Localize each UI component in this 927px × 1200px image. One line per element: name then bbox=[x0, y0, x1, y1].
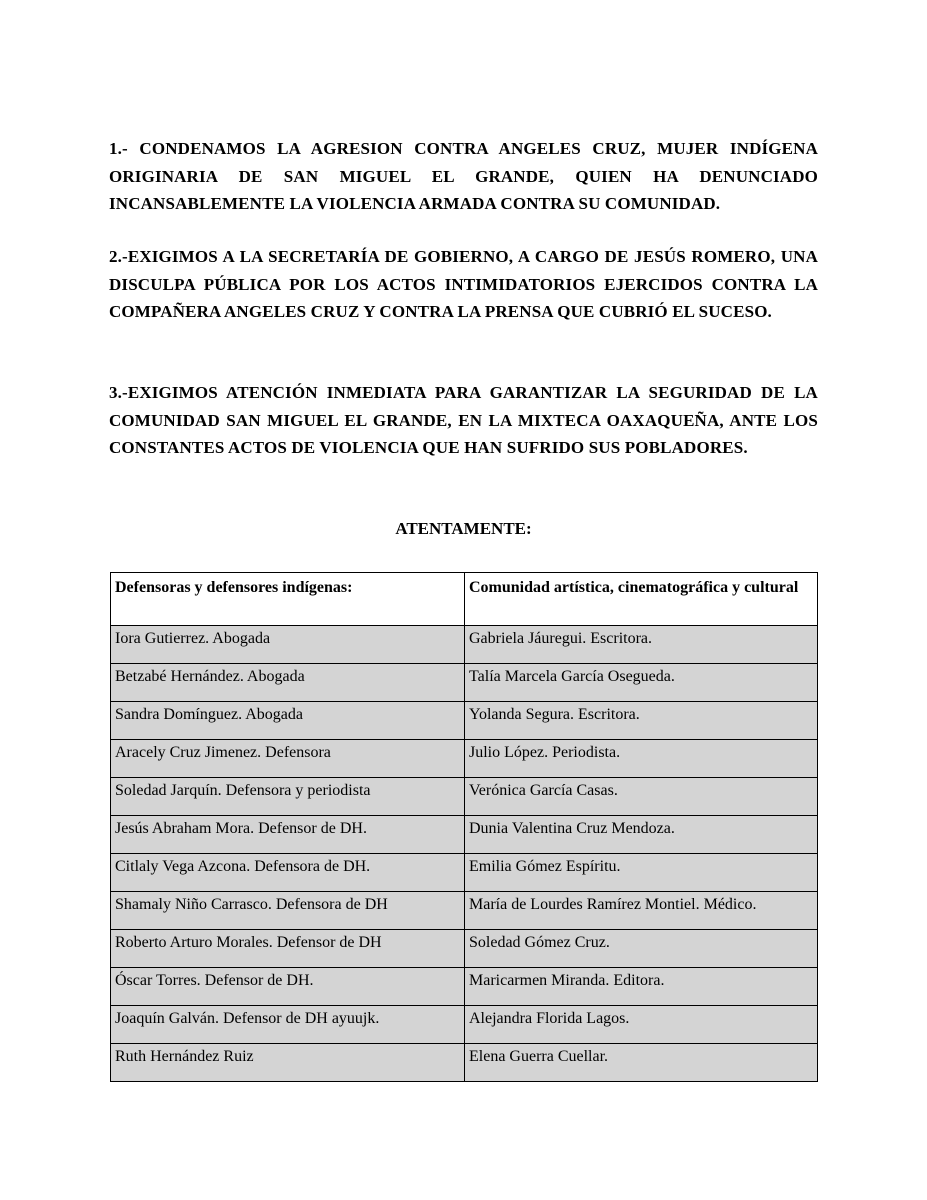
indigenous-defender-cell: Óscar Torres. Defensor de DH. bbox=[111, 968, 465, 1006]
artistic-community-cell: María de Lourdes Ramírez Montiel. Médico. bbox=[465, 892, 818, 930]
indigenous-defender-cell: Sandra Domínguez. Abogada bbox=[111, 702, 465, 740]
indigenous-defender-cell: Aracely Cruz Jimenez. Defensora bbox=[111, 740, 465, 778]
demand-paragraph-2: 2.-EXIGIMOS A LA SECRETARÍA DE GOBIERNO, A CARGO DE JESÚS ROMERO, UNA DISCULPA PÚBLICA POR LOS ACTOS INTIMIDATORIOS EJERCIDOS CONTRA LA COMPAÑERA ANGELES CRUZ Y CONTRA LA PRENSA QUE CUBRIÓ EL SUCESO. bbox=[109, 247, 818, 321]
indigenous-defender-cell: Jesús Abraham Mora. Defensor de DH. bbox=[111, 816, 465, 854]
table-row bbox=[111, 854, 818, 892]
indigenous-defender-cell: Citlaly Vega Azcona. Defensora de DH. bbox=[111, 854, 465, 892]
table-row bbox=[111, 930, 818, 968]
signatories-table-body bbox=[111, 626, 818, 1082]
closing-salutation: ATENTAMENTE: bbox=[395, 519, 532, 538]
header-artistic-community: Comunidad artística, cinematográfica y cultural bbox=[465, 573, 818, 626]
table-row bbox=[111, 1044, 818, 1082]
artistic-community-cell: Julio López. Periodista. bbox=[465, 740, 818, 778]
artistic-community-cell: Dunia Valentina Cruz Mendoza. bbox=[465, 816, 818, 854]
artistic-community-cell: Alejandra Florida Lagos. bbox=[465, 1006, 818, 1044]
table-header-row bbox=[111, 573, 818, 626]
artistic-community-cell: Talía Marcela García Osegueda. bbox=[465, 664, 818, 702]
demand-paragraph-1: 1.- CONDENAMOS LA AGRESION CONTRA ANGELES CRUZ, MUJER INDÍGENA ORIGINARIA DE SAN MIGUEL EL GRANDE, QUIEN HA DENUNCIADO INCANSABLEMENTE LA VIOLENCIA ARMADA CONTRA SU COMUNIDAD. bbox=[109, 139, 818, 213]
artistic-community-cell: Maricarmen Miranda. Editora. bbox=[465, 968, 818, 1006]
table-row bbox=[111, 816, 818, 854]
artistic-community-cell: Verónica García Casas. bbox=[465, 778, 818, 816]
signatories-table bbox=[110, 572, 818, 1082]
table-row bbox=[111, 626, 818, 664]
artistic-community-cell: Emilia Gómez Espíritu. bbox=[465, 854, 818, 892]
indigenous-defender-cell: Shamaly Niño Carrasco. Defensora de DH bbox=[111, 892, 465, 930]
table-row bbox=[111, 778, 818, 816]
table-row bbox=[111, 968, 818, 1006]
indigenous-defender-cell: Joaquín Galván. Defensor de DH ayuujk. bbox=[111, 1006, 465, 1044]
indigenous-defender-cell: Iora Gutierrez. Abogada bbox=[111, 626, 465, 664]
header-indigenous-defenders: Defensoras y defensores indígenas: bbox=[111, 573, 465, 626]
table-row bbox=[111, 740, 818, 778]
table-row bbox=[111, 892, 818, 930]
artistic-community-cell: Soledad Gómez Cruz. bbox=[465, 930, 818, 968]
indigenous-defender-cell: Soledad Jarquín. Defensora y periodista bbox=[111, 778, 465, 816]
table-row bbox=[111, 1006, 818, 1044]
indigenous-defender-cell: Roberto Arturo Morales. Defensor de DH bbox=[111, 930, 465, 968]
indigenous-defender-cell: Betzabé Hernández. Abogada bbox=[111, 664, 465, 702]
table-row bbox=[111, 664, 818, 702]
artistic-community-cell: Yolanda Segura. Escritora. bbox=[465, 702, 818, 740]
table-row bbox=[111, 702, 818, 740]
indigenous-defender-cell: Ruth Hernández Ruiz bbox=[111, 1044, 465, 1082]
artistic-community-cell: Gabriela Jáuregui. Escritora. bbox=[465, 626, 818, 664]
demand-paragraph-3: 3.-EXIGIMOS ATENCIÓN INMEDIATA PARA GARANTIZAR LA SEGURIDAD DE LA COMUNIDAD SAN MIGUEL EL GRANDE, EN LA MIXTECA OAXAQUEÑA, ANTE LOS CONSTANTES ACTOS DE VIOLENCIA QUE HAN SUFRIDO SUS POBLADORES. bbox=[109, 383, 818, 457]
artistic-community-cell: Elena Guerra Cuellar. bbox=[465, 1044, 818, 1082]
